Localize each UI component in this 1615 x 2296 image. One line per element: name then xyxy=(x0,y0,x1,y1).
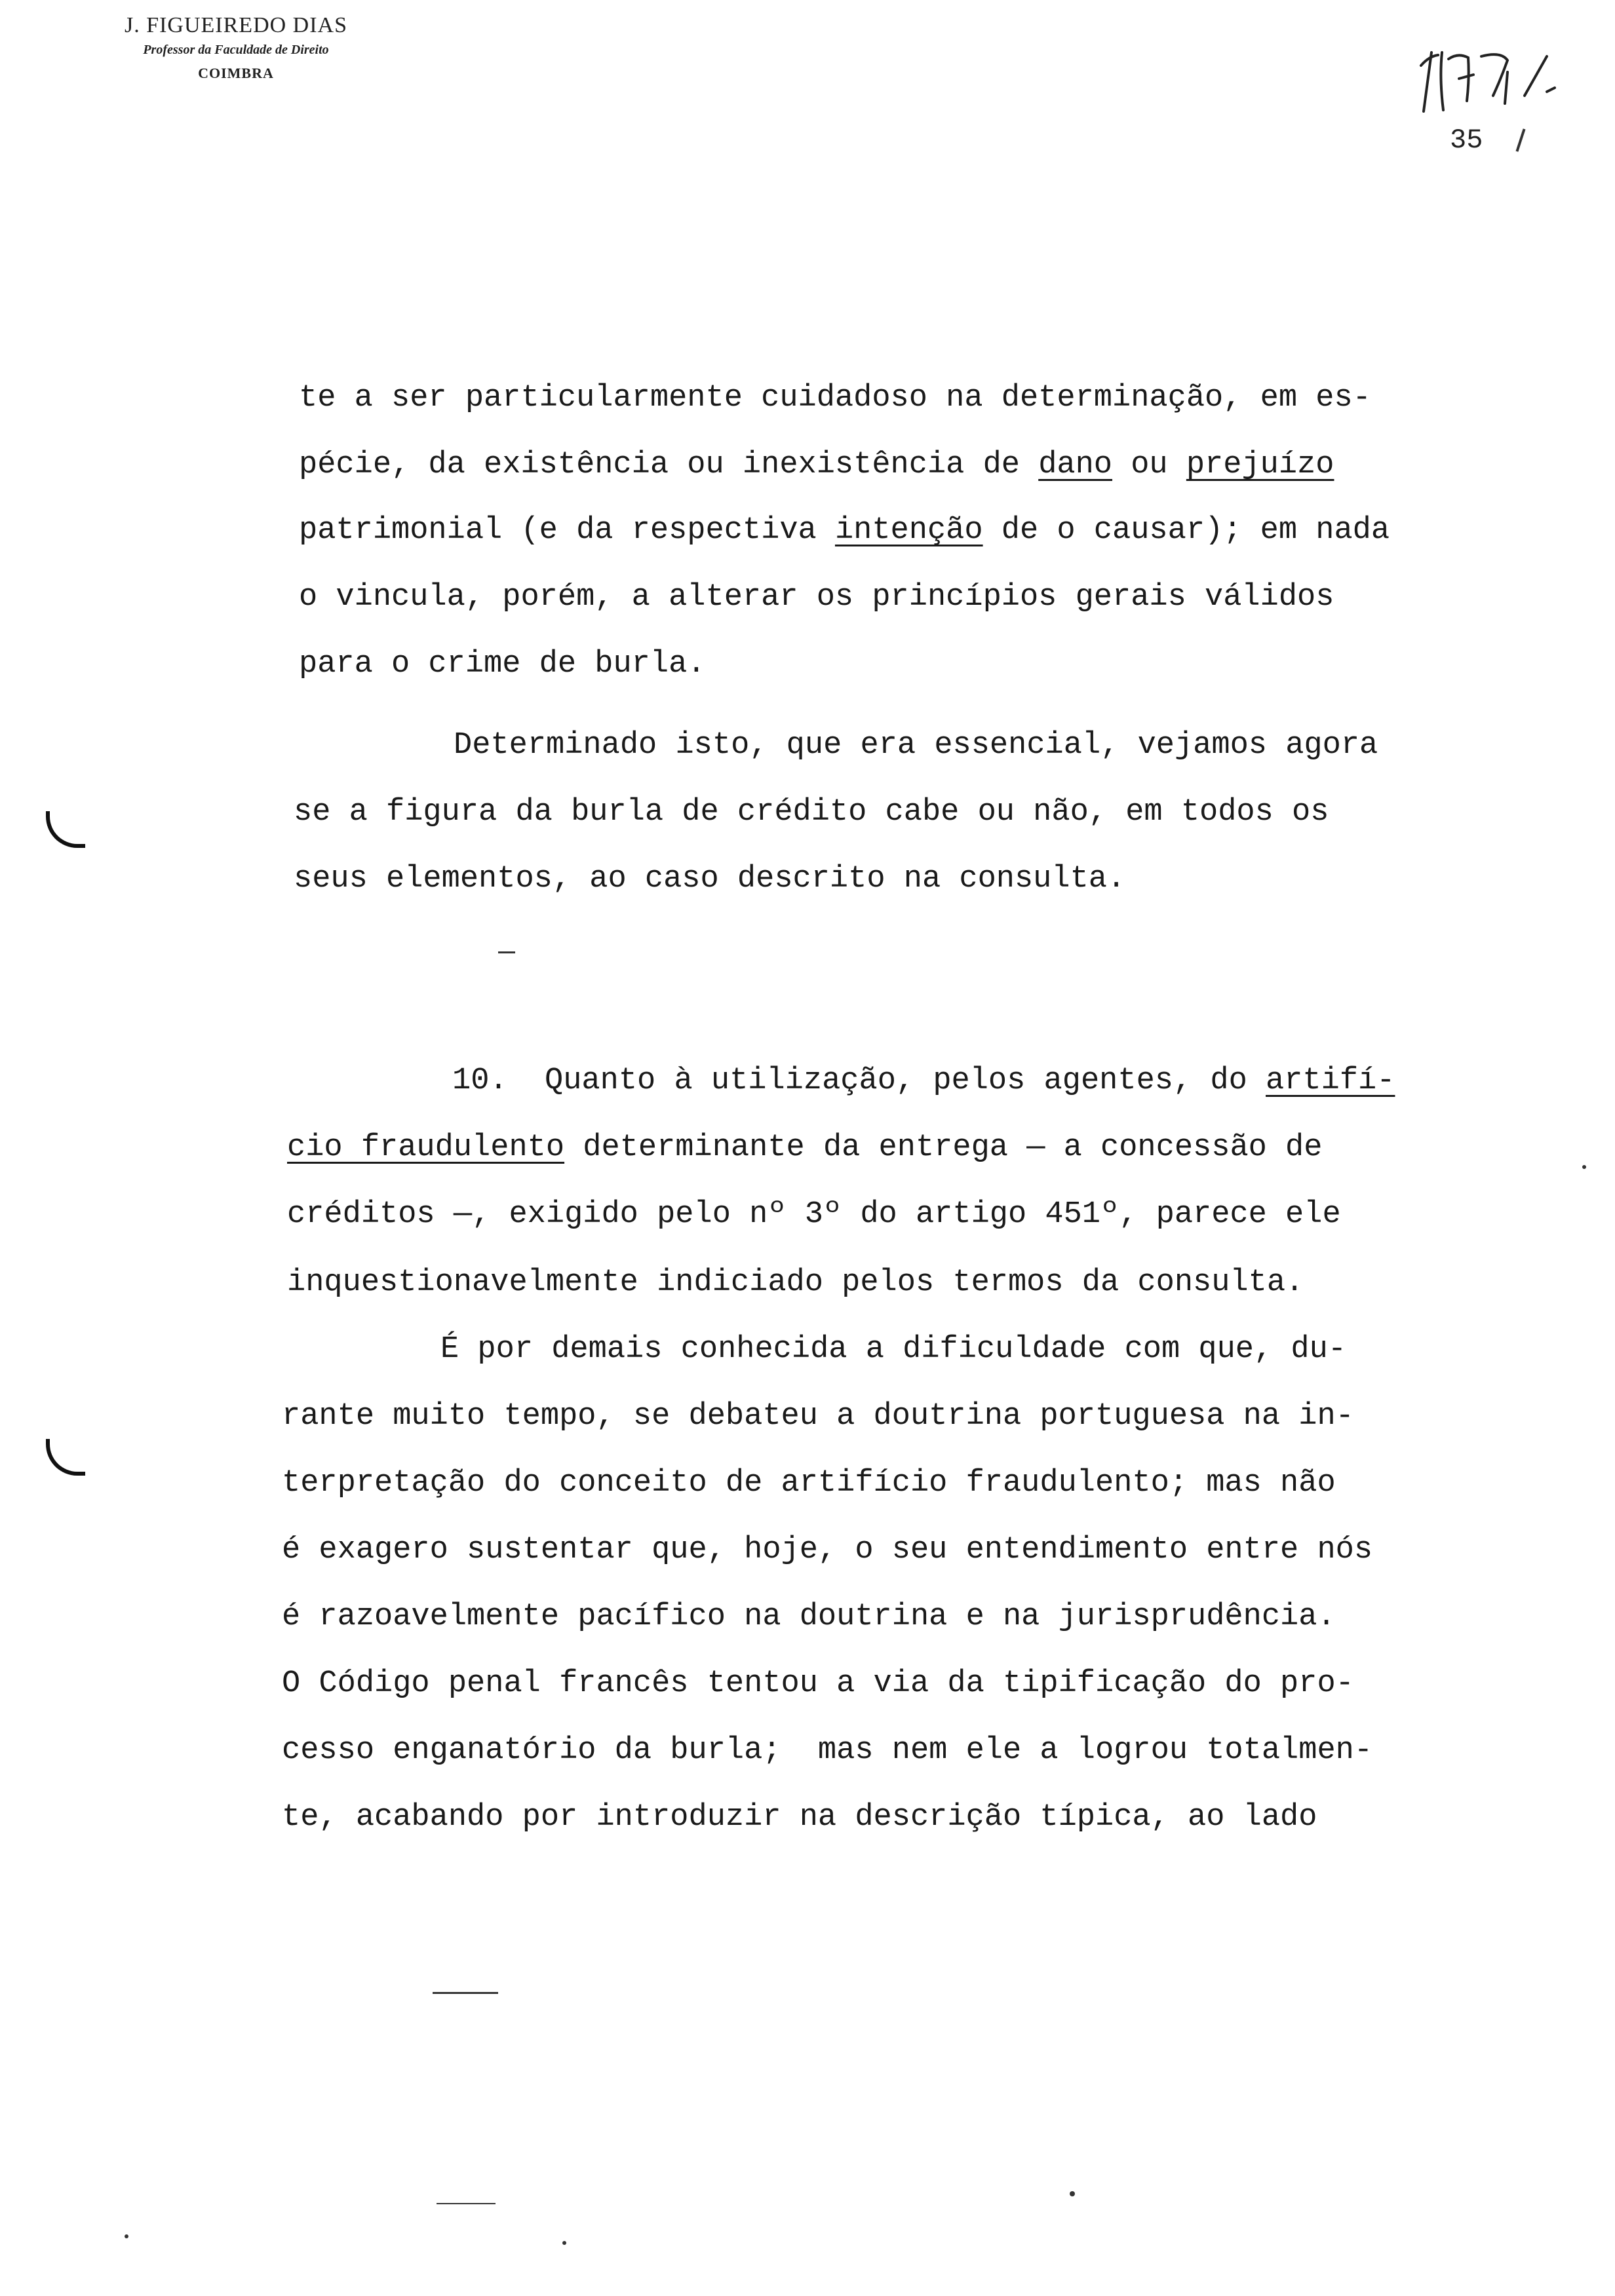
text-line xyxy=(299,446,1334,485)
text-line xyxy=(287,1195,1341,1234)
page-number-mark xyxy=(1516,128,1526,151)
stray-rule xyxy=(498,951,515,953)
text-segment: se a figura da burla de crédito cabe ou não, em todos os xyxy=(294,795,1329,830)
text-line xyxy=(287,1128,1322,1168)
letterhead-city: COIMBRA xyxy=(198,65,274,81)
text-segment: terpretação do conceito de artifício fraudulento; mas não xyxy=(282,1466,1336,1501)
underlined-term: cio fraudulento xyxy=(287,1130,565,1165)
text-line xyxy=(294,793,1329,832)
text-segment: 10. Quanto à utilização, pelos agentes, do xyxy=(452,1063,1266,1098)
text-line xyxy=(282,1531,1372,1570)
text-line xyxy=(299,578,1334,617)
text-segment: patrimonial (e da respectiva xyxy=(299,513,835,548)
underlined-term: artifí- xyxy=(1266,1063,1395,1098)
letterhead-name: J. FIGUEIREDO DIAS xyxy=(124,13,348,37)
underlined-term: intenção xyxy=(834,513,983,548)
text-segment: inquestionavelmente indiciado pelos termos da consulta. xyxy=(287,1265,1304,1300)
stray-dot xyxy=(125,2234,128,2238)
underlined-term: dano xyxy=(1038,448,1113,482)
text-segment: o vincula, porém, a alterar os princípios gerais válidos xyxy=(299,580,1334,615)
text-line xyxy=(282,1397,1354,1436)
text-line xyxy=(299,511,1390,550)
text-line xyxy=(282,1798,1317,1837)
text-segment: rante muito tempo, se debateu a doutrina portuguesa na in- xyxy=(282,1399,1354,1434)
text-segment: para o crime de burla. xyxy=(299,647,706,681)
stray-rule xyxy=(433,1992,498,1994)
stray-dot xyxy=(562,2241,566,2245)
text-segment: determinante da entrega — a concessão de xyxy=(564,1130,1323,1165)
text-segment: é exagero sustentar que, hoje, o seu entendimento entre nós xyxy=(282,1533,1373,1567)
text-line xyxy=(282,1731,1372,1770)
text-line xyxy=(299,645,706,684)
underlined-term: prejuízo xyxy=(1186,448,1334,482)
text-segment: te, acabando por introduzir na descrição típica, ao lado xyxy=(282,1800,1317,1835)
binder-hole-mark xyxy=(46,811,85,848)
page-number: 35 xyxy=(1450,124,1483,156)
text-segment: de o causar); em nada xyxy=(983,513,1390,548)
text-segment: ou xyxy=(1112,448,1186,482)
text-line xyxy=(287,1263,1304,1303)
text-segment: cesso enganatório da burla; mas nem ele a logrou totalmen- xyxy=(282,1733,1373,1768)
text-line xyxy=(454,726,1378,765)
stray-rule xyxy=(437,2203,496,2204)
text-segment: Determinado isto, que era essencial, vejamos agora xyxy=(454,728,1378,763)
text-line xyxy=(452,1062,1395,1101)
text-segment: te a ser particularmente cuidadoso na determinação, em es- xyxy=(299,381,1371,415)
letterhead xyxy=(39,12,433,86)
handwritten-folio-mark xyxy=(1409,33,1580,131)
text-line xyxy=(299,379,1371,418)
text-line xyxy=(282,1464,1336,1503)
text-segment: é razoavelmente pacífico na doutrina e na jurisprudência. xyxy=(282,1599,1336,1634)
stray-dot xyxy=(1070,2191,1075,2196)
text-line xyxy=(282,1664,1354,1704)
text-segment: seus elementos, ao caso descrito na consulta. xyxy=(294,862,1126,896)
letterhead-title: Professor da Faculdade de Direito xyxy=(143,43,329,57)
text-line xyxy=(440,1330,1346,1369)
text-segment: O Código penal francês tentou a via da tipificação do pro- xyxy=(282,1666,1354,1701)
binder-hole-mark xyxy=(46,1439,85,1476)
text-line xyxy=(282,1598,1336,1637)
text-segment: É por demais conhecida a dificuldade com que, du- xyxy=(440,1332,1347,1367)
text-segment: pécie, da existência ou inexistência de xyxy=(299,448,1039,482)
text-segment: créditos —, exigido pelo nº 3º do artigo 451º, parece ele xyxy=(287,1197,1341,1232)
stray-dot xyxy=(1582,1165,1586,1169)
text-line xyxy=(294,860,1125,899)
